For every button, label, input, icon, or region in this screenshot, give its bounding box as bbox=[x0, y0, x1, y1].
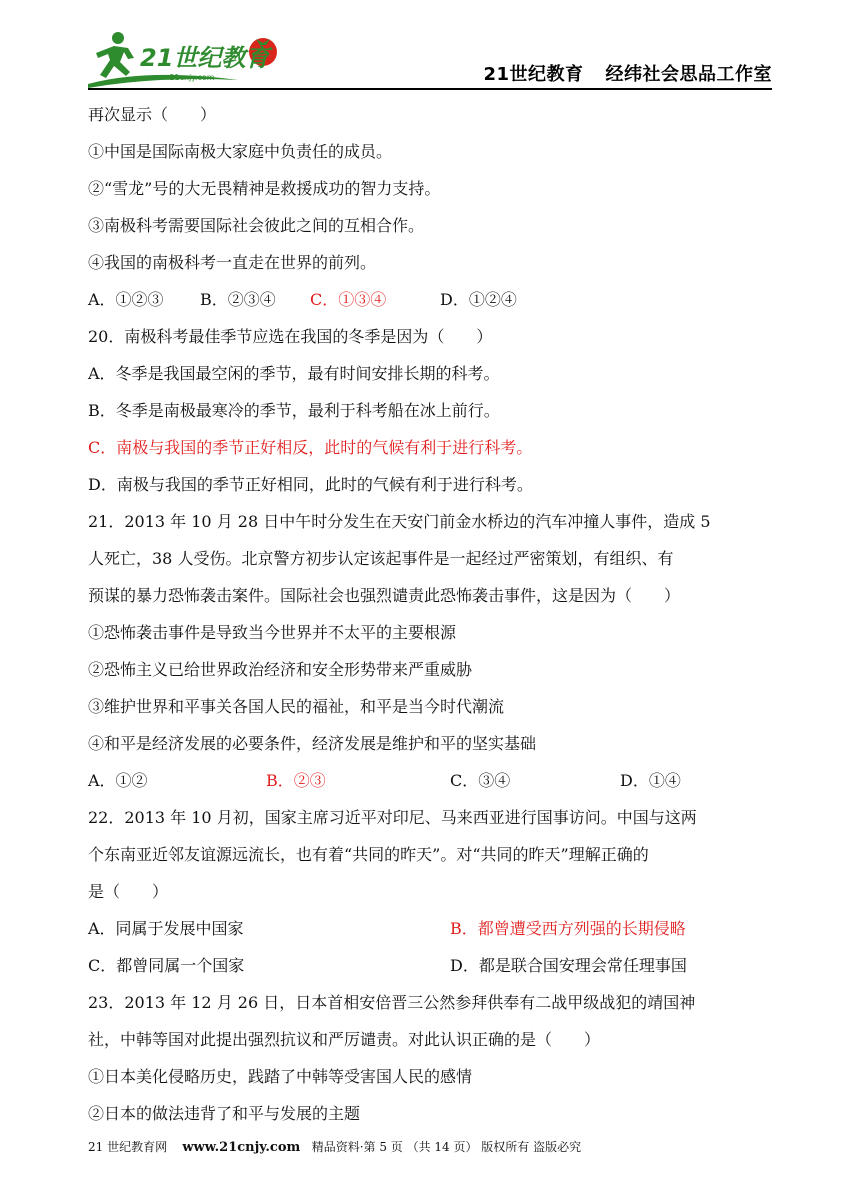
q21-option-c: C．③④ bbox=[450, 771, 511, 790]
svg-text:www.21cnjy.com: www.21cnjy.com bbox=[148, 73, 215, 82]
q21-statement-2: ②恐怖主义已给世界政治经济和安全形势带来严重威胁 bbox=[88, 660, 473, 679]
q22-option-b-answer: B．都曾遭受西方列强的长期侵略 bbox=[450, 919, 686, 938]
q21-option-d: D．①④ bbox=[620, 771, 681, 790]
q20-option-a: A．冬季是我国最空闲的季节，最有时间安排长期的科考。 bbox=[88, 364, 500, 383]
q21-stem-line-2: 人死亡，38 人受伤。北京警方初步认定该起事件是一起经过严密策划，有组织、有 bbox=[88, 549, 674, 568]
q20-stem: 20．南极科考最佳季节应选在我国的冬季是因为（ ） bbox=[88, 327, 493, 346]
q22-option-c: C．都曾同属一个国家 bbox=[88, 956, 245, 975]
page-header bbox=[88, 22, 772, 88]
q23-stem-line-2: 社，中韩等国对此提出强烈抗议和严厉谴责。对此认识正确的是（ ） bbox=[88, 1030, 601, 1049]
q20-option-c-answer: C．南极与我国的季节正好相反，此时的气候有利于进行科考。 bbox=[88, 438, 533, 457]
q22-options-row-1 bbox=[88, 910, 778, 947]
q21-statement-3: ③维护世界和平事关各国人民的福祉，和平是当今时代潮流 bbox=[88, 697, 505, 716]
q21-statement-4: ④和平是经济发展的必要条件，经济发展是维护和平的坚实基础 bbox=[88, 734, 537, 753]
q21-statement-1: ①恐怖袭击事件是导致当今世界并不太平的主要根源 bbox=[88, 623, 457, 642]
q23-statement-1: ①日本美化侵略历史，践踏了中韩等受害国人民的感情 bbox=[88, 1067, 473, 1086]
q20-option-b: B．冬季是南极最寒冷的季节，最利于科考船在冰上前行。 bbox=[88, 401, 500, 420]
q23-statement-2: ②日本的做法违背了和平与发展的主题 bbox=[88, 1104, 361, 1123]
header-studio: 经纬社会思品工作室 bbox=[605, 64, 772, 85]
q19-option-d: D．①②④ bbox=[440, 290, 517, 309]
q19-option-b: B．②③④ bbox=[200, 290, 276, 309]
q19-option-a: A．①②③ bbox=[88, 290, 164, 309]
q21-stem-line-1: 21．2013 年 10 月 28 日中午时分发生在天安门前金水桥边的汽车冲撞人事件，造成 5 bbox=[88, 512, 711, 531]
q20-option-d: D．南极与我国的季节正好相同，此时的气候有利于进行科考。 bbox=[88, 475, 533, 494]
q19-statement-4: ④我国的南极科考一直走在世界的前列。 bbox=[88, 253, 377, 272]
q21-option-a: A．①② bbox=[88, 771, 148, 790]
q22-options-row-2 bbox=[88, 947, 778, 984]
runner-icon bbox=[96, 32, 134, 78]
question-content bbox=[88, 96, 778, 1132]
q22-option-d: D．都是联合国安理会常任理事国 bbox=[450, 956, 687, 975]
q19-option-c-answer: C．①③④ bbox=[310, 290, 387, 309]
header-org: 21世纪教育 bbox=[483, 64, 584, 85]
q19-statement-1: ①中国是国际南极大家庭中负责任的成员。 bbox=[88, 142, 393, 161]
svg-text:21世纪教育: 21世纪教育 bbox=[140, 44, 270, 72]
q19-options bbox=[88, 281, 778, 318]
q22-stem-line-1: 22．2013 年 10 月初，国家主席习近平对印尼、马来西亚进行国事访问。中国与这两 bbox=[88, 808, 697, 827]
header-title bbox=[483, 60, 772, 86]
q19-stem-tail: 再次显示（ ） bbox=[88, 105, 217, 124]
q21-options bbox=[88, 762, 778, 799]
21cnjy-logo bbox=[88, 28, 288, 92]
q21-option-b-answer: B．②③ bbox=[266, 771, 326, 790]
page-footer bbox=[88, 1138, 778, 1155]
q21-stem-line-3: 预谋的暴力恐怖袭击案件。国际社会也强烈谴责此恐怖袭击事件，这是因为（ ） bbox=[88, 586, 681, 605]
q22-option-a: A．同属于发展中国家 bbox=[88, 919, 244, 938]
q19-statement-2: ②“雪龙”号的大无畏精神是救援成功的智力支持。 bbox=[88, 179, 441, 198]
q22-stem-line-2: 个东南亚近邻友谊源远流长，也有着“共同的昨天”。对“共同的昨天”理解正确的 bbox=[88, 845, 649, 864]
footer-url[interactable]: www.21cnjy.com bbox=[182, 1140, 301, 1155]
q23-stem-line-1: 23．2013 年 12 月 26 日，日本首相安倍晋三公然参拜供奉有二战甲级战犯的靖国神 bbox=[88, 993, 696, 1012]
q22-stem-line-3: 是（ ） bbox=[88, 882, 169, 901]
q19-statement-3: ③南极科考需要国际社会彼此之间的互相合作。 bbox=[88, 216, 425, 235]
footer-info: 精品资料·第 5 页 （共 14 页） 版权所有 盗版必究 bbox=[311, 1140, 582, 1154]
footer-site: 21 世纪教育网 bbox=[88, 1140, 168, 1154]
header-divider bbox=[88, 88, 772, 90]
